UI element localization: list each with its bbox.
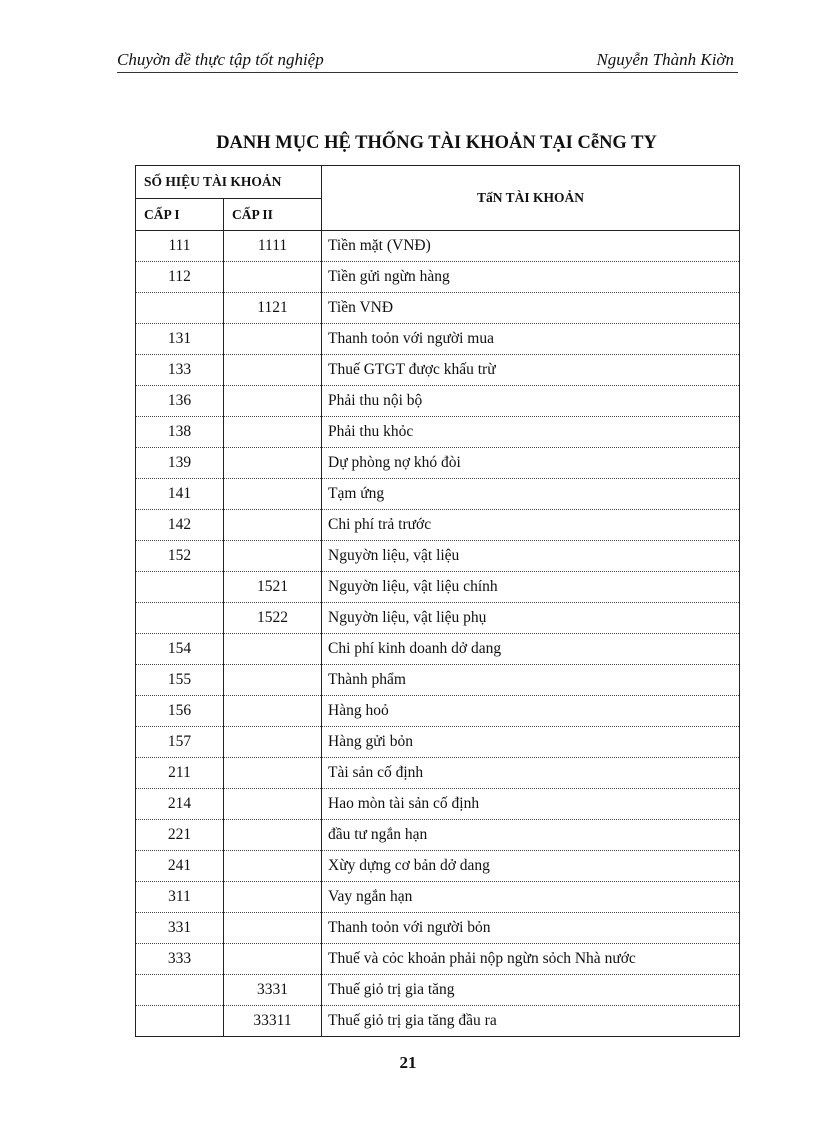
level-2-code xyxy=(224,851,322,882)
table-row xyxy=(136,448,740,479)
level-1-header: CẤP I xyxy=(136,199,224,231)
account-name: Hàng hoỏ xyxy=(322,696,740,727)
table-row xyxy=(136,541,740,572)
level-2-code: 3331 xyxy=(224,975,322,1006)
level-2-code xyxy=(224,324,322,355)
table-row xyxy=(136,851,740,882)
account-name: Phải thu khỏc xyxy=(322,417,740,448)
level-1-code xyxy=(136,572,224,603)
level-2-code xyxy=(224,634,322,665)
level-2-code: 33311 xyxy=(224,1006,322,1037)
table-row xyxy=(136,417,740,448)
account-name: Hàng gửi bỏn xyxy=(322,727,740,758)
table-row xyxy=(136,975,740,1006)
table-row xyxy=(136,820,740,851)
account-name: Phải thu nội bộ xyxy=(322,386,740,417)
table-row xyxy=(136,231,740,262)
table-body xyxy=(136,231,740,1037)
level-2-code xyxy=(224,510,322,541)
level-1-code: 154 xyxy=(136,634,224,665)
level-2-code xyxy=(224,882,322,913)
level-1-code: 139 xyxy=(136,448,224,479)
account-table xyxy=(135,165,740,1037)
level-2-code xyxy=(224,448,322,479)
level-1-code: 311 xyxy=(136,882,224,913)
level-1-code: 138 xyxy=(136,417,224,448)
level-1-code: 331 xyxy=(136,913,224,944)
account-name: Chi phí trả trước xyxy=(322,510,740,541)
level-1-code: 156 xyxy=(136,696,224,727)
level-2-code xyxy=(224,541,322,572)
level-1-code: 141 xyxy=(136,479,224,510)
account-name: Thanh toỏn với người bỏn xyxy=(322,913,740,944)
account-name: Dự phòng nợ khó đòi xyxy=(322,448,740,479)
level-2-header: CẤP II xyxy=(224,199,322,231)
level-1-code: 152 xyxy=(136,541,224,572)
level-1-code: 221 xyxy=(136,820,224,851)
header-author: Nguyễn Thành Kiờn xyxy=(596,50,734,69)
level-2-code xyxy=(224,758,322,789)
level-2-code xyxy=(224,355,322,386)
level-2-code xyxy=(224,727,322,758)
table-row xyxy=(136,882,740,913)
level-2-code xyxy=(224,696,322,727)
account-name: Vay ngắn hạn xyxy=(322,882,740,913)
table-row xyxy=(136,293,740,324)
table-row xyxy=(136,479,740,510)
account-name: Thuế giỏ trị gia tăng đầu ra xyxy=(322,1006,740,1037)
page-header xyxy=(117,48,738,73)
level-1-code: 211 xyxy=(136,758,224,789)
level-2-code: 1121 xyxy=(224,293,322,324)
table-row xyxy=(136,510,740,541)
page-title: DANH MỤC HỆ THỐNG TÀI KHOẢN TẠI CễNG TY xyxy=(216,133,657,153)
level-1-code xyxy=(136,293,224,324)
level-1-code: 112 xyxy=(136,262,224,293)
level-1-code: 214 xyxy=(136,789,224,820)
header-document-title: Chuyờn đề thực tập tốt nghiệp xyxy=(117,50,324,69)
level-1-code: 136 xyxy=(136,386,224,417)
level-2-code xyxy=(224,789,322,820)
account-number-group-header: SỐ HIỆU TÀI KHOẢN xyxy=(136,166,322,199)
account-name: Thanh toỏn với người mua xyxy=(322,324,740,355)
table-header-row xyxy=(136,166,740,199)
account-name: Thuế GTGT được khấu trừ xyxy=(322,355,740,386)
table-row xyxy=(136,727,740,758)
level-2-code xyxy=(224,665,322,696)
level-2-code xyxy=(224,820,322,851)
account-name: Thuế giỏ trị gia tăng xyxy=(322,975,740,1006)
table-row xyxy=(136,696,740,727)
level-1-code: 111 xyxy=(136,231,224,262)
level-1-code xyxy=(136,975,224,1006)
table-row xyxy=(136,572,740,603)
table-row xyxy=(136,789,740,820)
account-name: Tiền mặt (VNĐ) xyxy=(322,231,740,262)
level-2-code: 1521 xyxy=(224,572,322,603)
account-name: Thuế và cỏc khoản phải nộp ngừn sỏch Nhà nước xyxy=(322,944,740,975)
table-row xyxy=(136,355,740,386)
account-name: Xừy dựng cơ bản dở dang xyxy=(322,851,740,882)
table-row xyxy=(136,634,740,665)
level-2-code: 1522 xyxy=(224,603,322,634)
page-number: 21 xyxy=(399,1053,417,1072)
level-1-code xyxy=(136,603,224,634)
level-1-code: 241 xyxy=(136,851,224,882)
table-row xyxy=(136,944,740,975)
account-name: Nguyờn liệu, vật liệu phụ xyxy=(322,603,740,634)
level-1-code: 157 xyxy=(136,727,224,758)
level-1-code: 333 xyxy=(136,944,224,975)
level-2-code xyxy=(224,913,322,944)
level-2-code xyxy=(224,479,322,510)
table-row xyxy=(136,603,740,634)
account-name: Thành phẩm xyxy=(322,665,740,696)
level-1-code: 142 xyxy=(136,510,224,541)
account-name: đầu tư ngắn hạn xyxy=(322,820,740,851)
level-1-code: 155 xyxy=(136,665,224,696)
account-name: Nguyờn liệu, vật liệu chính xyxy=(322,572,740,603)
level-2-code: 1111 xyxy=(224,231,322,262)
level-2-code xyxy=(224,944,322,975)
table-row xyxy=(136,386,740,417)
account-name: Tiền VNĐ xyxy=(322,293,740,324)
table-row xyxy=(136,262,740,293)
table-row xyxy=(136,665,740,696)
level-2-code xyxy=(224,262,322,293)
account-name: Tiền gửi ngừn hàng xyxy=(322,262,740,293)
level-1-code: 131 xyxy=(136,324,224,355)
account-name-header: TấN TÀI KHOẢN xyxy=(322,166,740,231)
table-row xyxy=(136,913,740,944)
level-1-code xyxy=(136,1006,224,1037)
level-2-code xyxy=(224,417,322,448)
table-row xyxy=(136,758,740,789)
account-name: Tạm ứng xyxy=(322,479,740,510)
account-name: Hao mòn tài sản cố định xyxy=(322,789,740,820)
account-name: Tài sản cố định xyxy=(322,758,740,789)
level-1-code: 133 xyxy=(136,355,224,386)
level-2-code xyxy=(224,386,322,417)
account-name: Nguyờn liệu, vật liệu xyxy=(322,541,740,572)
table-row xyxy=(136,1006,740,1037)
account-name: Chi phí kinh doanh dở dang xyxy=(322,634,740,665)
table-row xyxy=(136,324,740,355)
